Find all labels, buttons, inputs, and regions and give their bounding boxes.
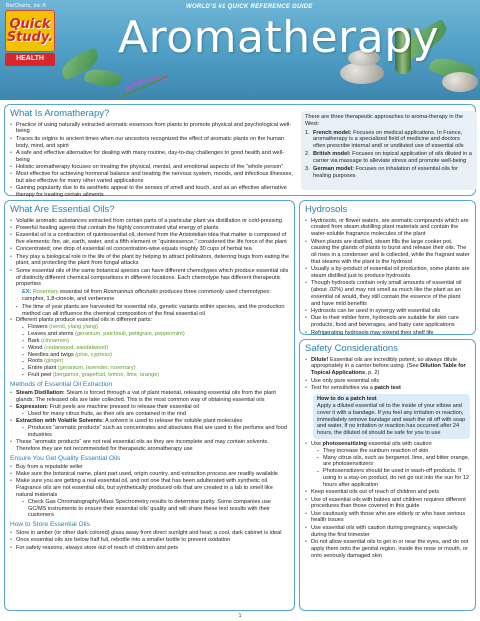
example-chemotype: EX: Rosemary essential oil from Rosmarinus officinalis produces three commonly used chemotypes: camphor, 1,8-cineole, and verbenone	[22, 289, 271, 303]
list-item: • A safe and effective alternative for dealing with many routine, day-to-day challenges to good health and well-being	[10, 150, 293, 164]
list-item: • Test for sensitivities via a patch test	[305, 385, 470, 392]
therapeutic-models-panel	[301, 111, 477, 190]
list-item: • Holistic aromatherapy focuses on treating the physical, mental, and emotional aspects of the “whole person”	[10, 164, 293, 171]
list-item: ▪ Photosensitizers should be used in wash-off products. If using in a stay-on product, do not go out into the sun for 12 hours after application	[317, 468, 470, 488]
parts-list	[10, 317, 289, 378]
list-item: • When plants are distilled, steam fills the large cooker pot, causing the glands of plants to burst and release their oils. The oil rises in a condenser and is collected, while the fragrant water that steams with the plant is the hydrosol	[305, 239, 470, 266]
list-item: • Hydrosols, or flower waters, are aromatic compounds which are created from steam distilling plant materials and contain the water-soluble fragrance molecules of the plant	[305, 218, 470, 238]
oils-list	[10, 218, 289, 289]
plant-part-item: ▪ Needles and twigs (pine, cypress)	[22, 352, 289, 359]
section-heading: What Is Aromatherapy?	[10, 108, 110, 119]
header-banner	[0, 0, 480, 100]
list-item: • Most effective for achieving hormonal balance and treating the nervous system, moods, and infectious illnesses, but also effective for many other varied applications	[10, 171, 293, 185]
quickstudy-logo	[5, 10, 55, 68]
list-item: • Use of essential oils with babies and children requires different procedures than those covered in this guide	[305, 497, 470, 511]
section-what-is-aromatherapy	[4, 104, 476, 199]
plant-part-item: ▪ Entire plant (geranium, lavender, rosemary)	[22, 365, 289, 372]
list-item: • Use cautiously with those who are elderly or who have serious health issues	[305, 511, 470, 525]
plant-part-item: ▪ Wood (cedarwood, sandalwood)	[22, 345, 289, 352]
list-item: ▪ Many citrus oils, such as bergamot, lime, and bitter orange, are photosensitizers	[317, 455, 470, 469]
subheading-quality: Ensure You Get Quality Essential Oils	[10, 454, 121, 462]
plant-part-item: ▪ Flowers (neroli, ylang ylang)	[22, 324, 289, 331]
list-item: ▪ The time of year plants are harvested for essential oils, genetic variants within species, and the production method can all influence the chemical composition of the final essential oil	[16, 304, 289, 318]
list-item: 3. German model: Focuses on inhalation of essential oils for healing purposes	[305, 165, 458, 179]
list-item: • Dilute! Essential oils are incredibly potent, so always dilute appropriately in a carrier before using. (See Dilution Table for Topical Applications, p. 2)	[305, 357, 470, 377]
oils-sublist	[16, 304, 289, 318]
list-item: • Make sure the botanical name, plant part used, origin country, and extraction process are readily available	[10, 471, 289, 478]
models-intro: There are three therapeutic approaches to aroma-therapy in the West:	[305, 114, 463, 127]
list-item: • Keep essential oils out of reach of children and pets	[305, 489, 470, 496]
list-item: • Extraction with Volatile Solvents: A solvent is used to release the soluble plant molecules ▪ Produces “aromatic products” such as concentrates and absolutes that are used in the perfume and food industries	[10, 418, 289, 438]
list-item: • Steam Distillation: Steam is forced through a vat of plant material, releasing essential oils from the plant glands. The released oils are later collected. This is the most common way of obtaining essential oils	[10, 390, 289, 404]
section-heading: Hydrosols	[305, 204, 348, 215]
safety-list	[305, 357, 470, 392]
subheading-storage: How to Store Essential Oils	[10, 521, 90, 529]
list-item: ▪ Used for many citrus fruits, as their oils are contained in the rind	[22, 411, 289, 418]
extraction-list	[10, 390, 289, 453]
list-item: • Volatile aromatic substances extracted from certain parts of a particular plant via distillation or cold-pressing	[10, 218, 289, 225]
hydrosols-list	[305, 218, 470, 337]
spa-stone-graphic	[442, 72, 478, 92]
list-item: • Use photosensitizing essential oils with caution ▪ They increase the sunburn reaction of skin ▪ Many citrus oils, such as bergamot, lime, and bitter orange, are photosensitizers ▪ Photosensitizers should be used in wash-off products. If using in a stay-on product, do not go out into the sun for 12 hours after application	[305, 441, 470, 489]
list-item: • Due to their milder form, hydrosols are suitable for skin care products, food and beverages, and baby care applications	[305, 315, 470, 329]
list-item: • Though hydrosols contain only small amounts of essential oil (about .02%) and may not smell as much like the plant as an essential oil would, they still contain the essence of the plant and have mild benefits	[305, 280, 470, 307]
section-safety	[299, 339, 476, 611]
list-item: • Refrigerating hydrosols may extend their shelf life	[305, 330, 470, 337]
logo-word-1: Quick	[9, 17, 51, 32]
storage-list	[10, 530, 289, 551]
logo-subject: HEALTH	[5, 53, 55, 66]
list-item: • Use essential oils with caution during pregnancy, especially during the first trimester	[305, 525, 470, 539]
page-number: 1	[238, 613, 242, 619]
list-item: • Do not allow essential oils to get in or near the eyes, and do not apply them onto the genital region, inside the nose or mouth, or onto seriously damaged skin	[305, 539, 470, 559]
list-item: • Use only pure essential oils	[305, 378, 470, 385]
list-item: • Expression: Fruit peels are machine pressed to release their essential oil ▪ Used for many citrus fruits, as their oils are contained in the rind	[10, 404, 289, 418]
tagline: WORLD’S #1 QUICK REFERENCE GUIDE	[186, 4, 313, 10]
models-list	[305, 130, 473, 180]
plant-part-item: ▪ Roots (ginger)	[22, 358, 289, 365]
list-item: • Store in amber (or other dark colored) glass away from direct sunlight and heat; a cool, dark cabinet is ideal	[10, 530, 289, 537]
list-item: 1. French model: Focuses on medical applications. In France, aromatherapy is a specialized field of medicine and doctors often prescribe internal and/ or undiluted use of essential oils	[305, 129, 464, 150]
list-item: • They play a biological role in the life of the plant by helping to attract pollinators, deterring bugs from eating the plant, and protecting the plant from fungal attacks	[10, 254, 289, 268]
quality-list	[10, 464, 289, 520]
list-item: • Some essential oils of the same botanical species can have different chemotypes which produce essential oils of distinctly different chemical compositions in different locations. Each chemotype has different therapeutic properties	[10, 268, 289, 288]
what-list	[10, 122, 293, 199]
section-heading: Safety Considerations	[305, 343, 398, 354]
list-item: ▪ Check Gas Chromatography/Mass Spectrometry results to determine purity. Some companies use GC/MS instruments to ensure their essential oils’ quality and will share these test results with their customers	[22, 499, 289, 519]
list-item: • Usually a by-product of essential oil production, some plants are steam distilled just to produce hydrosols	[305, 266, 470, 280]
plant-part-item: ▪ Leaves and stems (geranium, patchouli, petitgrain, peppermint)	[22, 331, 289, 338]
list-item: • Gaining popularity due to its aesthetic appeal to the senses of smell and touch, and as an effective alternative therapy for treating certain ailments	[10, 185, 293, 199]
plant-part-item: ▪ Bark (cinnamon)	[22, 338, 289, 345]
list-item: • Make sure you are getting a real essential oil, and not one that has been adulterated with synthetic oil. Fragrance oils are not essential oils, but synthetically produced oils that are created in a lab to smell like natural materials ▪ Check Gas Chromatography/Mass Spectrometry results to determine purity. Some companies use GC/MS instruments to ensure their essential oils’ quality and will share these test results with their customers	[10, 478, 289, 519]
section-essential-oils	[4, 200, 295, 611]
patch-test-callout	[313, 394, 470, 439]
callout-text: Apply a diluted essential oil to the inside of your elbow and cover it with a bandage. If you feel any irritation or reaction, immediately remove bandage and wash the oil off with soap and water. If no irritation or reaction has occurred after 24 hours, the diluted oil should be safe for you to use	[317, 402, 466, 437]
list-item: • For safety reasons, always store out of reach of children and pets	[10, 545, 289, 552]
list-item: • Essential oil is a contraction of quintessential oil, derived from the Aristotelian idea that matter is composed of five elements: fire, air, earth, water, and a fifth element or “quintessence,” considered the life force of the plant	[10, 232, 289, 246]
list-item: • Practice of using naturally extracted aromatic essences from plants to promote physical and psychological well-being	[10, 122, 293, 136]
subheading-extraction: Methods of Essential Oil Extraction	[10, 380, 113, 388]
list-item: • Powerful healing agents that contain the highly concentrated vital energy of plants	[10, 225, 289, 232]
section-heading: What Are Essential Oils?	[10, 204, 115, 215]
callout-heading: How to do a patch test	[317, 395, 377, 402]
plant-part-item: ▪ Fruit peel (bergamot, grapefruit, lemon, lime, orange)	[22, 372, 289, 379]
list-item: • These “aromatic products” are not real essential oils as they are incomplete and may contain solvents. Therefore they are not recommended for therapeutic aromatherapy use	[10, 439, 289, 453]
safety-list-2	[305, 441, 470, 559]
page-title: Aromatherapy	[118, 12, 440, 63]
list-item: • Hydrosols can be used in synergy with essential oils	[305, 308, 470, 315]
list-item: • Concentrated; one drop of essential oil concentration-wise equals roughly 30 cups of herbal tea	[10, 246, 289, 253]
leaf-graphic	[84, 66, 123, 91]
publisher-name: BarCharts, Inc.®	[6, 3, 47, 9]
section-hydrosols	[299, 200, 476, 335]
list-item: • Buy from a reputable seller	[10, 464, 289, 471]
list-item: 2. British model: Focuses on topical application of oils diluted in a carrier via massage to alleviate stress and promote well-being	[305, 151, 472, 164]
list-item: • Different plants produce essential oils in different parts: ▪ Flowers (neroli, ylang ylang) ▪ Leaves and stems (geranium, patchouli, petitgrain, peppermint) ▪ Bark (cinnamon) ▪ Wood (cedarwood, sandalwood) ▪ Needles and twigs (pine, cypress) ▪ Roots (ginger) ▪ Entire plant (geranium, lavender, rosemary) ▪ Fruit peel (bergamot, grapefruit, lemon, lime, orange)	[10, 317, 289, 378]
list-item: • Once essential oils are below half full, rebottle into a smaller bottle to prevent oxidation	[10, 537, 289, 544]
list-item: • Traces its origins to ancient times when our ancestors recognized the effect of aromatic plants on the human body, mind, and spirit	[10, 136, 293, 150]
logo-word-2: Study.	[6, 30, 54, 45]
list-item: ▪ They increase the sunburn reaction of skin	[317, 448, 470, 455]
list-item: ▪ Produces “aromatic products” such as concentrates and absolutes that are used in the perfume and food industries	[22, 425, 289, 439]
